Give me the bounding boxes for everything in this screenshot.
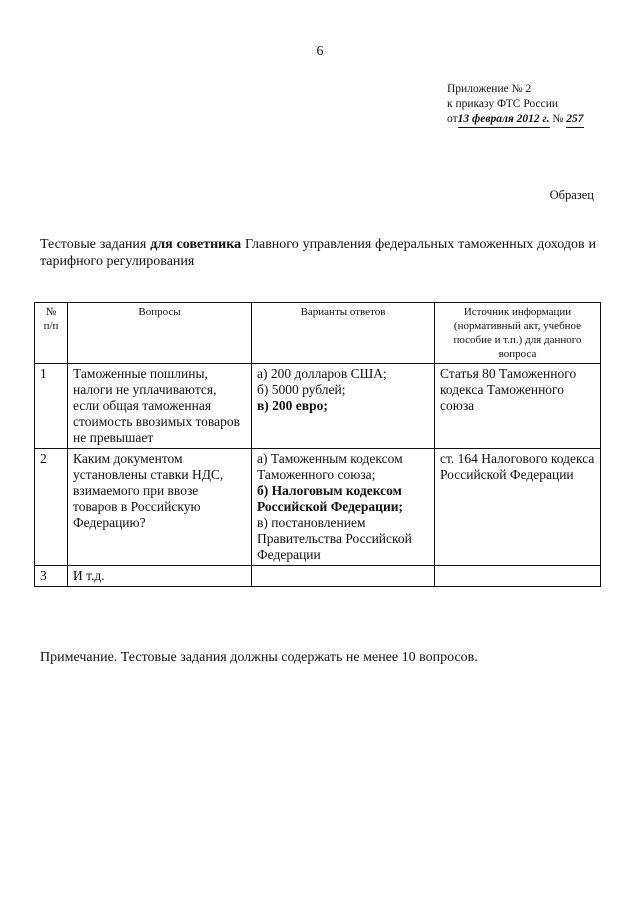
answer-option-correct: в) 200 евро; <box>257 398 328 413</box>
row-answers <box>252 566 435 587</box>
title-part-1: Тестовые задания <box>40 237 151 252</box>
row-number: 2 <box>35 449 68 566</box>
row-number: 3 <box>35 566 68 587</box>
page-number: 6 <box>316 44 324 59</box>
appendix-line-3 <box>447 112 584 128</box>
row-answers <box>252 449 435 566</box>
row-question: И т.д. <box>68 566 252 587</box>
table-header-row <box>35 303 601 364</box>
appendix-line-2: к приказу ФТС России <box>447 98 558 110</box>
title-part-2: для советника <box>150 237 242 252</box>
appendix-number: 257 <box>566 112 583 128</box>
appendix-date-prefix: от <box>447 113 458 125</box>
row-question: Каким документом установлены ставки НДС, взимаемого при ввозе товаров в Российскую Федерацию? <box>68 449 252 566</box>
header-answers: Варианты ответов <box>252 303 435 364</box>
title-part-3: Главного управления федеральных таможенных доходов и тарифного регулирования <box>40 237 596 269</box>
row-source <box>435 566 601 587</box>
appendix-number-sign: № <box>552 113 564 125</box>
row-source: ст. 164 Налогового кодекса Российской Федерации <box>435 449 601 566</box>
answer-option: а) 200 долларов США; <box>257 366 387 381</box>
header-source: Источник информации (нормативный акт, учебное пособие и т.п.) для данного вопроса <box>435 303 601 364</box>
appendix-line-1: Приложение № 2 <box>447 83 532 95</box>
row-number: 1 <box>35 364 68 449</box>
header-number: № п/п <box>35 303 68 364</box>
document-title <box>40 236 596 270</box>
row-answers <box>252 364 435 449</box>
table-row <box>35 449 601 566</box>
row-question: Таможенные пошлины, налоги не уплачиваются, если общая таможенная стоимость ввозимых товаров не превышает <box>68 364 252 449</box>
appendix-date: 13 февраля 2012 г. <box>458 112 550 128</box>
answer-option: б) 5000 рублей; <box>257 382 346 397</box>
test-table <box>34 302 601 587</box>
appendix-block <box>447 82 584 128</box>
sample-label: Образец <box>549 188 594 202</box>
answer-option-correct: б) Налоговым кодексом Российской Федерации; <box>257 483 404 514</box>
row-source: Статья 80 Таможенного кодекса Таможенного союза <box>435 364 601 449</box>
answer-option: а) Таможенным кодексом Таможенного союза; <box>257 451 403 482</box>
table-row <box>35 364 601 449</box>
answer-option: в) постановлением Правительства Российской Федерации <box>257 515 412 562</box>
table-row <box>35 566 601 587</box>
note-text: Примечание. Тестовые задания должны содержать не менее 10 вопросов. <box>40 650 478 665</box>
header-questions: Вопросы <box>68 303 252 364</box>
